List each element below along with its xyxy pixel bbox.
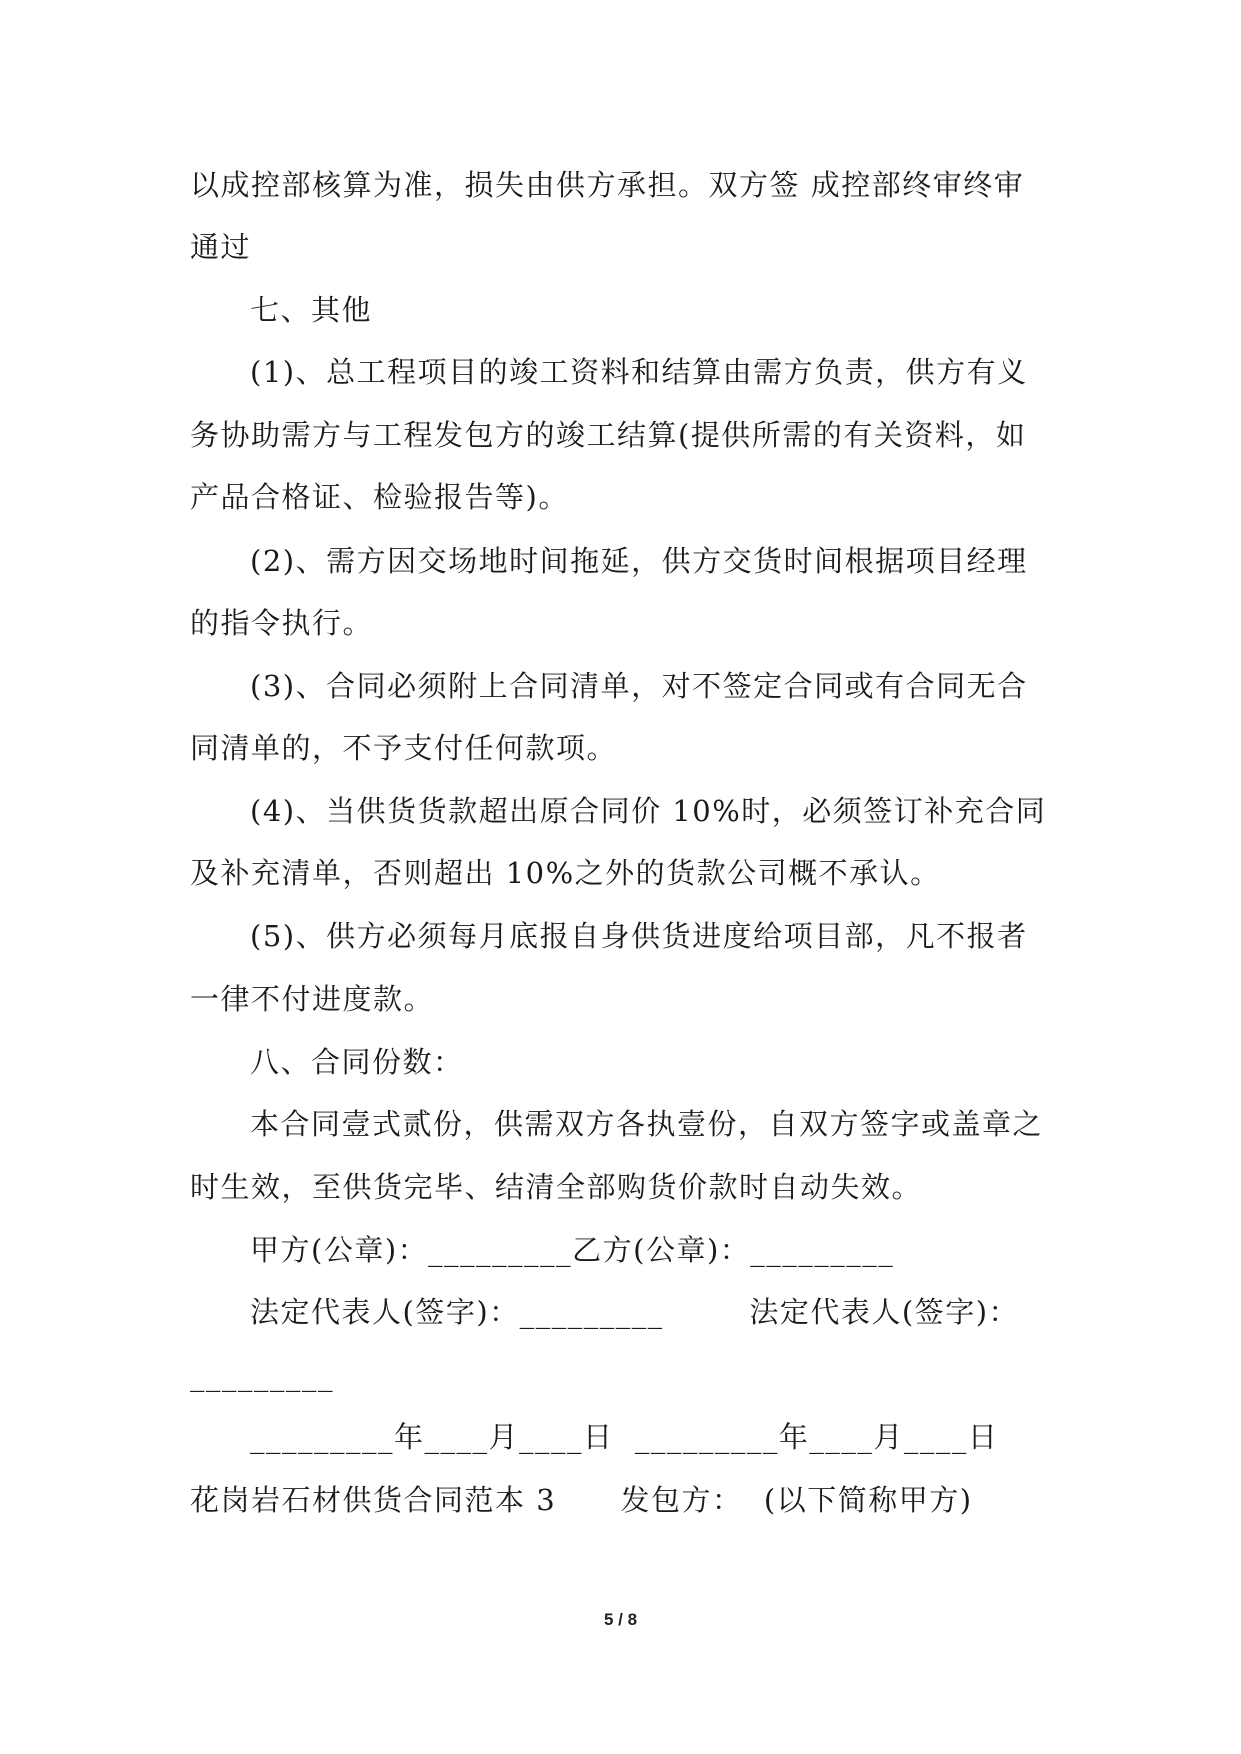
text-line: 本合同壹式贰份，供需双方各执壹份，自双方签字或盖章之 [250,1107,1044,1141]
text-line: (5)、供方必须每月底报自身供货进度给项目部，凡不报者 [250,919,1028,953]
text-line: (4)、当供货货款超出原合同价 10%时，必须签订补充合同 [250,794,1047,828]
text-line: 的指令执行。 [190,606,374,640]
text-line: 一律不付进度款。 [190,982,435,1016]
section-heading: 七、其他 [250,293,373,327]
text-line: 同清单的，不予支付任何款项。 [190,731,618,765]
signature-line: 甲方(公章)：_________乙方(公章)：_________ [250,1233,895,1267]
text-line: 产品合格证、检验报告等)。 [190,480,569,514]
section-heading: 八、合同份数： [250,1045,464,1079]
text-line: 通过 [190,230,252,264]
text-line: (1)、总工程项目的竣工资料和结算由需方负责，供方有义 [250,355,1028,389]
text-line: (2)、需方因交场地时间拖延，供方交货时间根据项目经理 [250,544,1028,578]
text-line: 及补充清单，否则超出 10%之外的货款公司概不承认。 [190,856,941,890]
date-line: _________年____月____日 _________年____月____日 [250,1420,999,1454]
text-line: (3)、合同必须附上合同清单，对不签定合同或有合同无合 [250,669,1028,703]
text-line: 以成控部核算为准，损失由供方承担。双方签 成控部终审终审 [190,168,1025,202]
text-line: 时生效，至供货完毕、结清全部购货价款时自动失效。 [190,1170,923,1204]
signature-line: 法定代表人(签字)：_________ 法定代表人(签字)： [250,1295,1020,1329]
text-line: 花岗岩石材供货合同范本 3 发包方： (以下简称甲方) [190,1483,973,1517]
text-line: 务协助需方与工程发包方的竣工结算(提供所需的有关资料，如 [190,418,1027,452]
signature-line: _________ [190,1358,334,1392]
page-number: 5 / 8 [603,1610,638,1629]
